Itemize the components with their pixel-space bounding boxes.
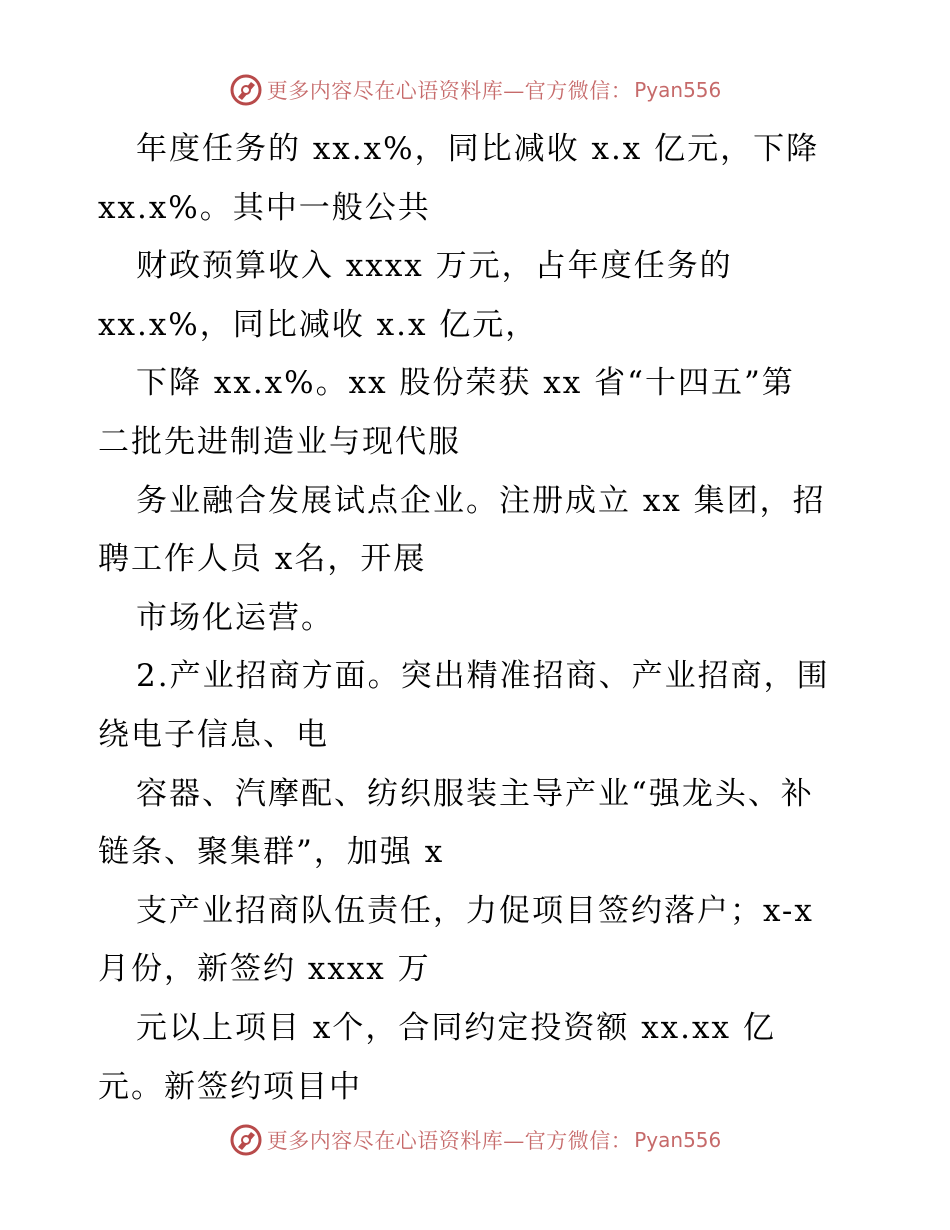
text-line: 务业融合发展试点企业。注册成立 xx 集团，招: [136, 482, 826, 519]
text-line: xx.x%。其中一般公共: [98, 189, 431, 226]
footer-banner-text: 更多内容尽在心语资料库—官方微信：: [266, 1129, 633, 1153]
text-line: 月份，新签约 xxxx 万: [98, 951, 431, 988]
text-line: 二批先进制造业与现代服: [98, 423, 461, 460]
text-line: xx.x%，同比减收 x.x 亿元，: [98, 306, 539, 343]
header-banner-handle: Pyan556: [634, 78, 722, 102]
text-line: 年度任务的 xx.x%，同比减收 x.x 亿元，下降: [136, 131, 820, 167]
text-line: 元以上项目 x个，合同约定投资额 xx.xx 亿: [136, 1009, 776, 1046]
footer-banner-handle: Pyan556: [634, 1128, 722, 1152]
text-line: 下降 xx.x%。xx 股份荣获 xx 省“十四五”第: [136, 365, 795, 402]
header-banner-text: 更多内容尽在心语资料库—官方微信：: [266, 79, 633, 103]
text-line: 支产业招商队伍责任，力促项目签约落户；x-x: [136, 892, 814, 929]
header-watermark-banner: [0, 70, 950, 110]
text-line: 2.产业招商方面。突出精准招商、产业招商，围: [136, 658, 830, 695]
text-line: 聘工作人员 x名，开展: [98, 541, 427, 578]
text-line: 绕电子信息、电: [98, 716, 329, 753]
footer-watermark-banner: [0, 1120, 950, 1160]
text-line: 链条、聚集群”，加强 x: [98, 834, 445, 871]
text-line: 容器、汽摩配、纺织服装主导产业“强龙头、补: [136, 775, 814, 812]
text-line: 财政预算收入 xxxx 万元，占年度任务的: [136, 248, 733, 285]
document-body: [98, 120, 868, 1116]
brand-logo-icon: [229, 1123, 263, 1157]
text-line: 市场化运营。: [136, 599, 334, 636]
brand-logo-icon: [229, 73, 263, 107]
text-line: 元。新签约项目中: [98, 1068, 362, 1105]
